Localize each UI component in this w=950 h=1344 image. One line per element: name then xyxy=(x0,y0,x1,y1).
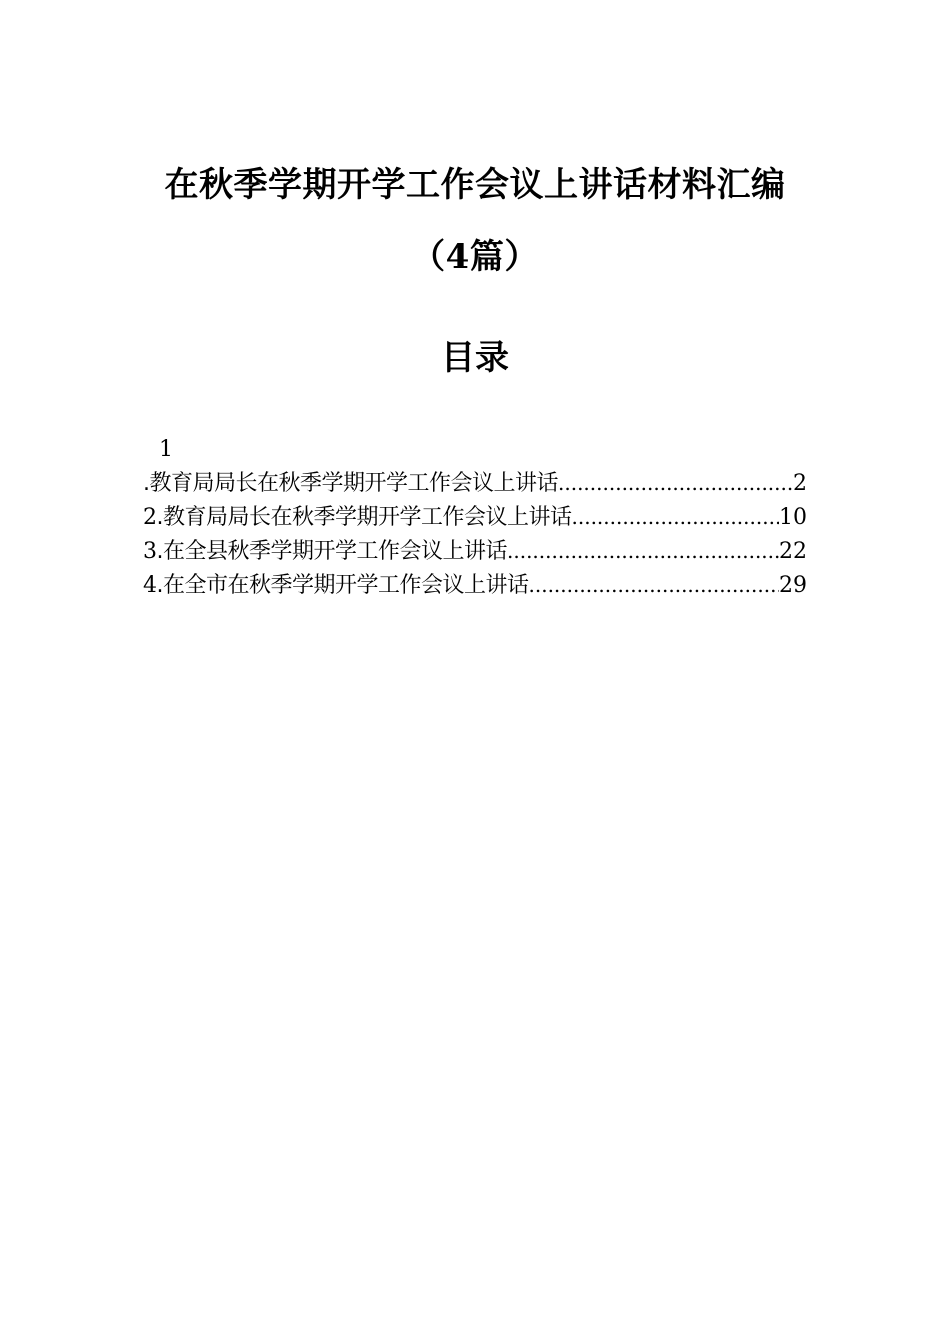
toc-entry-page: 22 xyxy=(779,539,807,564)
toc-entry-number: 2 xyxy=(143,505,157,530)
toc-entry-text: .在全县秋季学期开学工作会议上讲话 xyxy=(156,539,507,564)
toc-heading: 目录 xyxy=(441,338,509,378)
toc-entry-page: 10 xyxy=(779,505,807,530)
toc-entry-text: .在全市在秋季学期开学工作会议上讲话 xyxy=(156,573,529,598)
toc-entry-4[interactable] xyxy=(143,568,807,602)
toc-entry-page: 2 xyxy=(793,471,807,496)
toc-wrapped-number: 1 xyxy=(159,437,173,462)
toc-entry-label xyxy=(143,501,572,535)
toc-entry-number: 3 xyxy=(143,539,157,564)
toc-entry-label xyxy=(143,569,529,603)
toc-entry-label xyxy=(143,467,558,501)
toc-entry-text: .教育局局长在秋季学期开学工作会议上讲话 xyxy=(156,505,572,530)
toc-leader-dots xyxy=(572,500,780,534)
table-of-contents xyxy=(143,433,807,602)
document-subtitle: （4篇） xyxy=(411,237,539,277)
toc-entry-label xyxy=(143,535,507,569)
toc-entry-2[interactable] xyxy=(143,500,807,534)
toc-entry-number: 4 xyxy=(143,573,157,598)
toc-entry-3[interactable] xyxy=(143,534,807,568)
toc-leader-dots xyxy=(529,568,780,602)
toc-leader-dots xyxy=(507,534,779,568)
document-title: 在秋季学期开学工作会议上讲话材料汇编 xyxy=(164,165,786,205)
toc-entry-1[interactable] xyxy=(143,466,807,500)
toc-entry-text: .教育局局长在秋季学期开学工作会议上讲话 xyxy=(143,471,558,496)
toc-entry-page: 29 xyxy=(779,573,807,598)
toc-leader-dots xyxy=(558,466,793,500)
